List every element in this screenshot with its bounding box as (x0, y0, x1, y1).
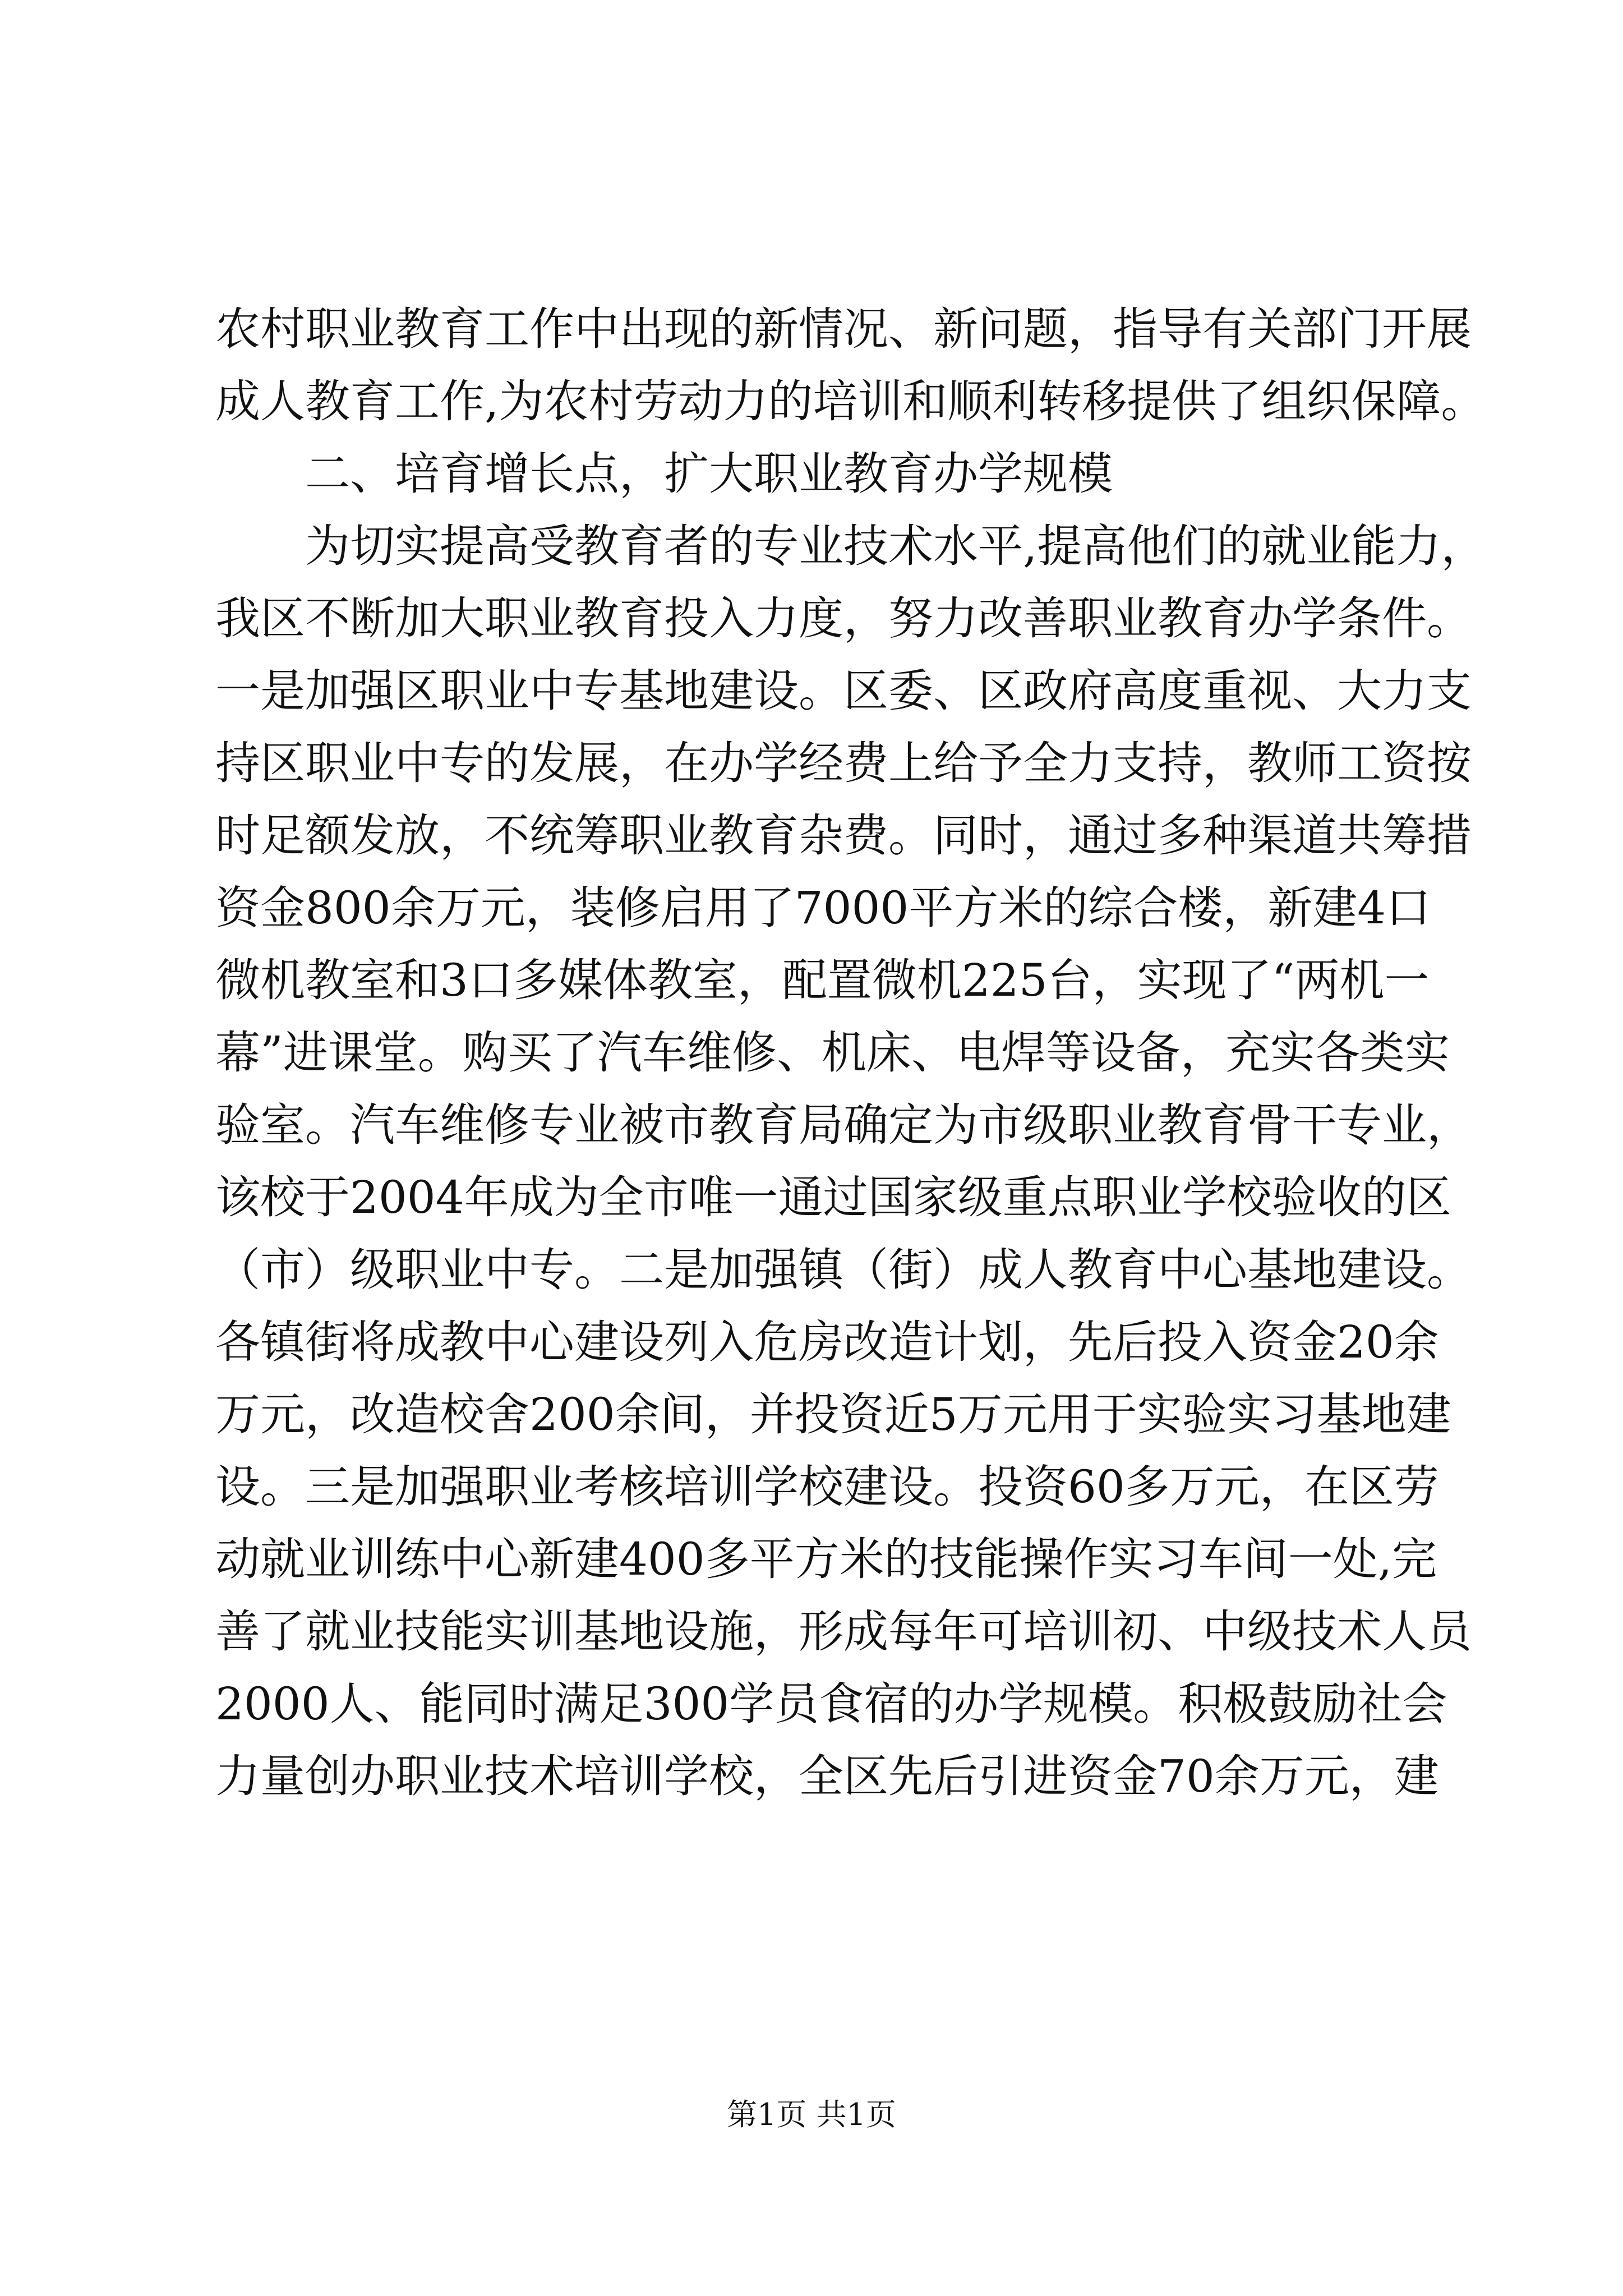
text-line-5: 我区不断加大职业教育投入力度，努力改善职业教育办学条件。 (215, 592, 1472, 645)
text-line-11: 幕”进课堂。购买了汽车维修、机床、电焊等设备，充实各类实 (215, 1027, 1450, 1079)
document-body (215, 293, 1486, 1812)
text-line-10: 微机教室和3口多媒体教室，配置微机225台，实现了“两机一 (215, 954, 1430, 1006)
section-heading: 二、培育增长点，扩大职业教育办学规模 (305, 448, 1113, 500)
text-line-13: 该校于2004年成为全市唯一通过国家级重点职业学校验收的区 (215, 1171, 1451, 1223)
text-line-1: 农村职业教育工作中出现的新情况、新问题，指导有关部门开展 (215, 303, 1472, 355)
text-line-9: 资金800余万元，装修启用了7000平方米的综合楼，新建4口 (215, 882, 1431, 934)
text-line-21: 力量创办职业技术培训学校，全区先后引进资金70余万元，建 (215, 1750, 1439, 1802)
text-line-16: 万元，改造校舍200余间，并投资近5万元用于实验实习基地建 (215, 1388, 1451, 1441)
text-line-2: 成人教育工作,为农村劳动力的培训和顺利转移提供了组织保障。 (215, 375, 1486, 427)
text-line-20: 2000人、能同时满足300学员食宿的办学规模。积极鼓励社会 (215, 1678, 1447, 1730)
text-line-12: 验室。汽车维修专业被市教育局确定为市级职业教育骨干专业， (215, 1099, 1472, 1151)
text-line-7: 持区职业中专的发展，在办学经费上给予全力支持，教师工资按 (215, 737, 1472, 789)
text-line-15: 各镇街将成教中心建设列入危房改造计划，先后投入资金20余 (215, 1316, 1439, 1368)
page-footer: 第1页 共1页 (727, 2097, 896, 2132)
text-line-14: （市）级职业中专。二是加强镇（街）成人教育中心基地建设。 (215, 1244, 1472, 1296)
text-line-18: 动就业训练中心新建400多平方米的技能操作实习车间一处,完 (215, 1533, 1437, 1585)
text-line-17: 设。三是加强职业考核培训学校建设。投资60多万元，在区劳 (215, 1461, 1439, 1513)
text-line-6: 一是加强区职业中专基地建设。区委、区政府高度重视、大力支 (215, 665, 1472, 717)
text-line-19: 善了就业技能实训基地设施，形成每年可培训初、中级技术人员 (215, 1605, 1472, 1658)
text-line-8: 时足额发放，不统筹职业教育杂费。同时，通过多种渠道共筹措 (215, 809, 1472, 862)
paragraph-first-line: 为切实提高受教育者的专业技术水平,提高他们的就业能力， (305, 520, 1486, 572)
